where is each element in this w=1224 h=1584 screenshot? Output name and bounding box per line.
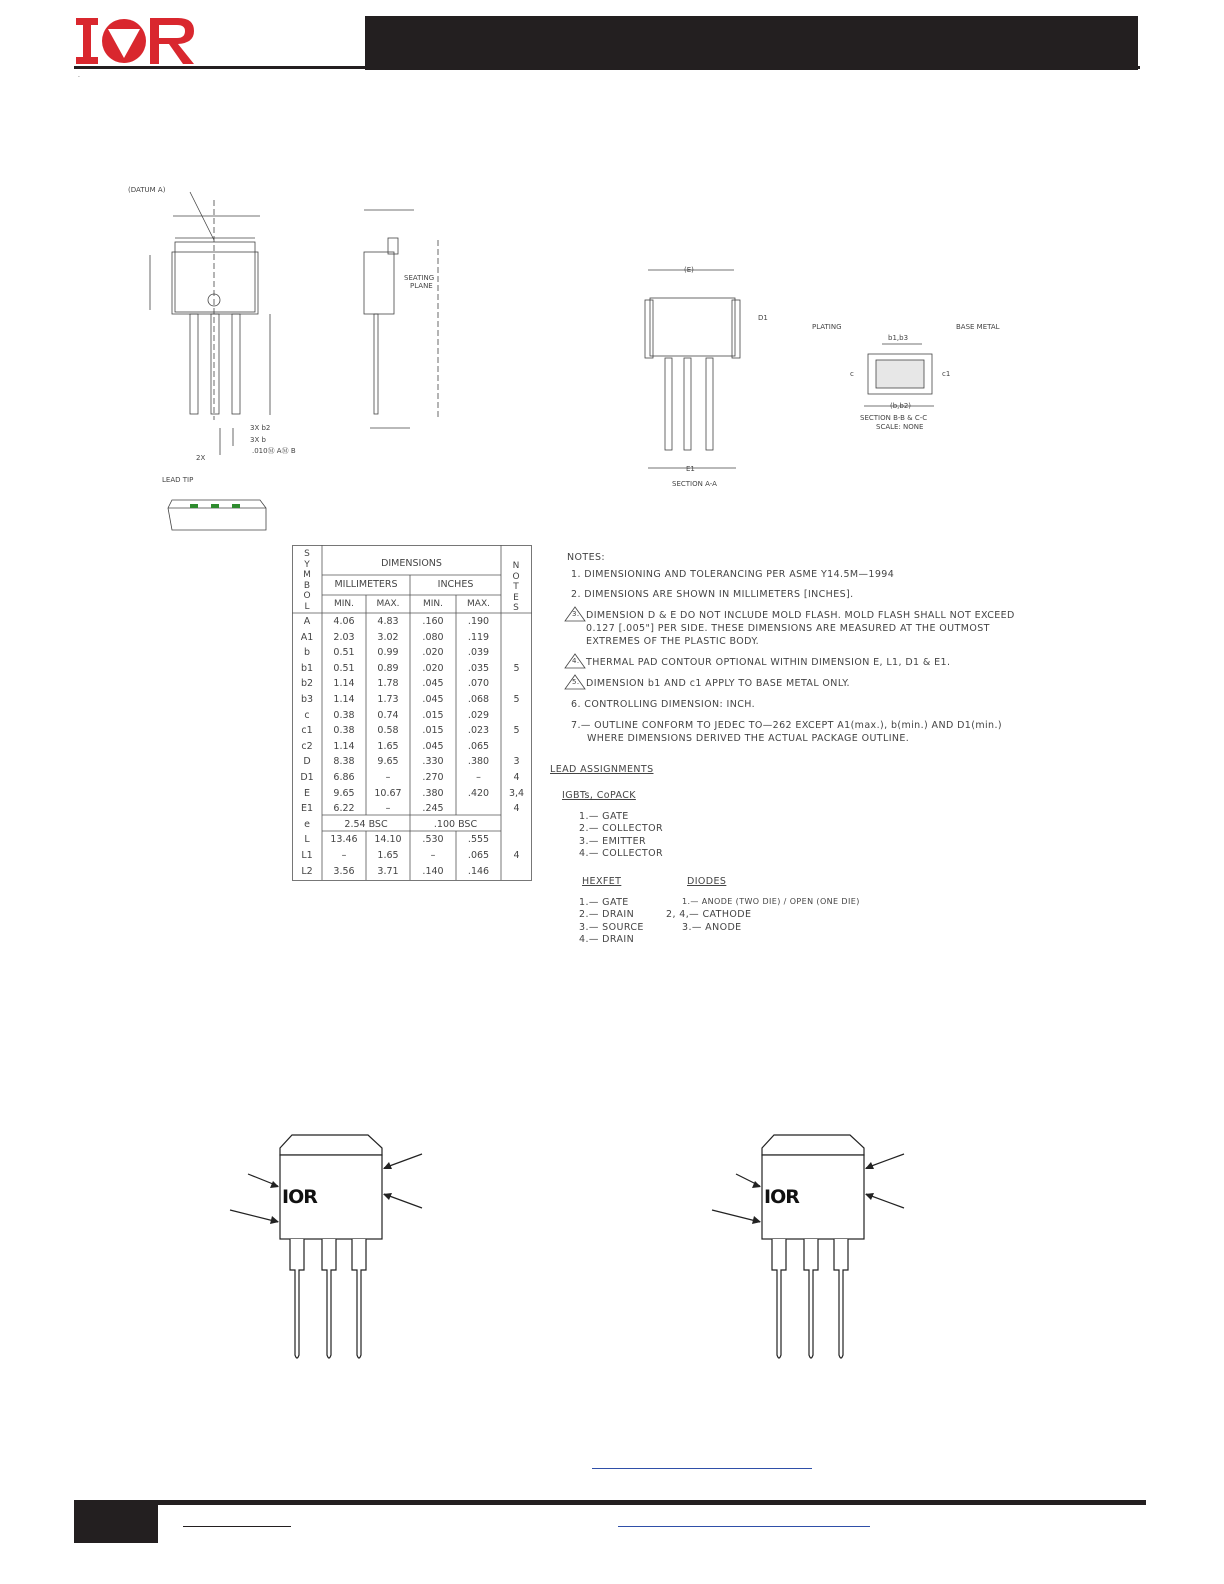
table-cell-7-2: 0.58	[377, 725, 399, 737]
table-cell-16-1: 3.56	[333, 865, 355, 877]
table-cell-8-5	[501, 739, 532, 755]
table-cell-15-4: .065	[467, 850, 490, 861]
igbt-lead-4: 4.— COLLECTOR	[579, 848, 663, 859]
table-cell-3-4: .035	[467, 662, 490, 674]
table-cell-13-1: 2.54 BSC	[344, 818, 388, 830]
marking-logo-left: IOR	[282, 1186, 317, 1208]
table-cell-4-5	[501, 676, 532, 692]
table-cell-15-0: L1	[301, 850, 313, 861]
table-cell-1-4: .119	[467, 631, 490, 643]
c-label: c	[850, 370, 854, 378]
table-cell-5-1: 1.14	[333, 694, 355, 705]
table-cell-11-4: .420	[467, 787, 490, 799]
table-cell-6-2: 0.74	[377, 709, 399, 721]
label-2x: 2X	[196, 454, 206, 462]
dim-e1-label: E1	[686, 465, 695, 473]
table-cell-2-2: 0.99	[377, 647, 399, 659]
scale-label: SCALE: NONE	[876, 423, 924, 431]
table-cell-16-0: L2	[301, 865, 313, 877]
table-cell-3-5: 5	[513, 662, 520, 674]
table-cell-8-0: c2	[301, 740, 313, 752]
ior-logo	[74, 16, 198, 66]
table-cell-7-3: .015	[422, 725, 444, 737]
in-max-header: MAX.	[467, 599, 490, 609]
table-cell-5-2: 1.73	[377, 694, 399, 705]
b1b3-label: b1,b3	[888, 334, 909, 342]
table-cell-2-4: .039	[467, 647, 490, 659]
diode-lead-2: 2, 4,— CATHODE	[666, 909, 752, 920]
in-min-header: MIN.	[422, 599, 443, 609]
header-bar	[365, 16, 1138, 70]
table-cell-12-2: –	[385, 803, 391, 815]
note-5-num: 5.	[572, 678, 580, 686]
lead-assignments-title: LEAD ASSIGNMENTS	[550, 764, 654, 775]
note-3-num: 3.	[572, 610, 580, 618]
logo-text: IOR	[74, 16, 76, 17]
note-3b: 0.127 [.005"] PER SIDE. THESE DIMENSIONS ARE MEASURED AT THE OUTMOST	[586, 623, 990, 634]
table-cell-3-0: b1	[300, 662, 314, 674]
part-marking-right	[708, 1130, 908, 1362]
table-cell-12-0: E1	[300, 803, 314, 815]
table-cell-10-2: –	[385, 772, 391, 783]
diodes-title: DIODES	[687, 876, 727, 887]
in-header: INCHES	[437, 579, 474, 590]
package-drawing	[120, 180, 1040, 540]
table-cell-14-5	[501, 832, 532, 848]
note-5: DIMENSION b1 AND c1 APPLY TO BASE METAL ONLY.	[586, 678, 850, 689]
hexfet-lead-4: 4.— DRAIN	[579, 934, 635, 945]
table-cell-14-2: 14.10	[374, 834, 402, 846]
mm-header: MILLIMETERS	[334, 579, 398, 590]
label-3x-b2: 3X b2	[250, 424, 271, 432]
table-cell-14-3: .530	[422, 834, 444, 846]
table-cell-15-1: –	[341, 850, 347, 861]
table-cell-8-2: 1.65	[377, 740, 399, 752]
table-cell-10-4: –	[476, 772, 481, 783]
note-4: THERMAL PAD CONTOUR OPTIONAL WITHIN DIMENSION E, L1, D1 & E1.	[586, 657, 951, 668]
table-cell-9-0: D	[303, 756, 311, 768]
table-cell-7-1: 0.38	[333, 725, 355, 737]
table-cell-9-4: .380	[467, 756, 490, 768]
table-cell-5-3: .045	[422, 694, 444, 705]
table-cell-1-3: .080	[422, 631, 444, 643]
label-3x-b: 3X b	[250, 436, 266, 444]
table-cell-2-0: b	[303, 647, 311, 659]
table-cell-10-3: .270	[422, 772, 444, 783]
table-cell-12-3: .245	[422, 803, 444, 815]
dim-e-label: (E)	[684, 266, 694, 274]
table-cell-4-3: .045	[422, 678, 444, 690]
section-aa-label: SECTION A-A	[672, 480, 717, 488]
symbol-h-0: S	[304, 549, 310, 559]
note-3c: EXTREMES OF THE PLASTIC BODY.	[586, 636, 760, 647]
dimensions-header: DIMENSIONS	[381, 558, 442, 569]
table-cell-13-5	[501, 817, 532, 833]
igbt-lead-3: 3.— EMITTER	[579, 836, 647, 847]
table-cell-14-0: L	[304, 834, 310, 846]
table-cell-2-5	[501, 645, 532, 661]
table-cell-11-1: 9.65	[333, 787, 355, 799]
notes-h-0: N	[512, 561, 520, 571]
c1-label: c1	[942, 370, 951, 378]
mm-max-header: MAX.	[376, 599, 400, 609]
symbol-h-1: Y	[304, 559, 310, 570]
note-4-num: 4.	[572, 657, 580, 665]
datum-a-label: (DATUM A)	[128, 186, 166, 194]
igbt-lead-1: 1.— GATE	[579, 811, 629, 822]
table-cell-16-3: .140	[422, 865, 444, 877]
table-cell-0-4: .190	[467, 616, 490, 627]
link-underline-1[interactable]	[592, 1468, 812, 1469]
hexfet-lead-3: 3.— SOURCE	[579, 922, 644, 933]
table-cell-0-1: 4.06	[333, 616, 355, 627]
table-cell-3-2: 0.89	[377, 662, 399, 674]
hexfet-lead-2: 2.— DRAIN	[579, 909, 635, 920]
table-cell-13-3: .100 BSC	[433, 818, 478, 830]
marking-logo-right: IOR	[764, 1186, 799, 1208]
table-cell-6-3: .015	[422, 709, 444, 721]
table-cell-12-1: 6.22	[333, 803, 355, 815]
table-cell-1-1: 2.03	[333, 631, 355, 643]
table-cell-0-0: A	[303, 616, 311, 627]
table-cell-15-2: 1.65	[377, 850, 399, 861]
table-cell-5-4: .068	[467, 694, 490, 705]
table-cell-9-3: .330	[422, 756, 444, 768]
table-cell-10-1: 6.86	[333, 772, 355, 783]
table-cell-4-2: 1.78	[377, 678, 399, 690]
hexfet-lead-1: 1.— GATE	[579, 897, 629, 908]
notes-h-1: O	[512, 571, 520, 582]
table-cell-1-0: A1	[300, 631, 314, 643]
notes-h-3: E	[513, 592, 519, 603]
table-cell-10-5: 4	[513, 772, 520, 783]
table-cell-16-2: 3.71	[377, 865, 399, 877]
note-3a: DIMENSION D & E DO NOT INCLUDE MOLD FLASH. MOLD FLASH SHALL NOT EXCEED	[586, 610, 1015, 621]
diode-lead-3: 3.— ANODE	[682, 922, 742, 933]
table-cell-2-3: .020	[422, 647, 444, 659]
table-cell-11-0: E	[303, 787, 310, 799]
table-cell-7-4: .023	[467, 725, 490, 737]
symbol-h-3: B	[303, 580, 311, 591]
table-cell-8-4: .065	[467, 740, 490, 752]
table-cell-9-1: 8.38	[333, 756, 355, 768]
table-cell-1-5	[501, 630, 532, 646]
table-cell-11-3: .380	[422, 787, 444, 799]
mm-min-header: MIN.	[333, 599, 354, 609]
seating-label-2: PLANE	[410, 282, 433, 290]
table-cell-4-4: .070	[467, 678, 490, 690]
notes-h-4: S	[513, 603, 519, 613]
table-cell-12-5: 4	[513, 803, 520, 815]
table-cell-15-5: 4	[513, 850, 520, 861]
symbol-h-4: O	[303, 591, 311, 601]
table-cell-16-4: .146	[467, 865, 490, 877]
footer-bar	[74, 1500, 1146, 1505]
plating-label: PLATING	[812, 323, 842, 331]
header-dot: .	[78, 72, 80, 79]
footer-page-box	[74, 1500, 158, 1543]
base-metal-label: BASE METAL	[956, 323, 1000, 331]
link-underline-2[interactable]	[618, 1526, 870, 1527]
bb2-label: (b,b2)	[890, 402, 912, 410]
note-7b: WHERE DIMENSIONS DERIVED THE ACTUAL PACKAGE OUTLINE.	[587, 733, 910, 744]
section-bb-label: SECTION B-B & C-C	[860, 414, 928, 422]
table-cell-6-5	[501, 708, 532, 724]
igbt-title: IGBTs, CoPACK	[562, 790, 636, 801]
table-cell-2-1: 0.51	[333, 647, 355, 659]
table-cell-13-0: e	[304, 818, 310, 830]
table-cell-7-5: 5	[513, 725, 520, 737]
note-1: 1. DIMENSIONING AND TOLERANCING PER ASME Y14.5M—1994	[571, 569, 895, 580]
table-cell-12-4	[456, 801, 501, 817]
dim-d1-label: D1	[758, 314, 768, 322]
table-cell-0-2: 4.83	[377, 616, 399, 627]
table-cell-5-0: b3	[300, 694, 314, 705]
table-cell-6-1: 0.38	[333, 709, 355, 721]
tolerance-label: .010Ⓜ AⓂ B	[252, 447, 296, 455]
table-cell-16-5	[501, 864, 532, 880]
table-cell-8-3: .045	[422, 740, 444, 752]
table-cell-8-1: 1.14	[333, 740, 355, 752]
table-cell-3-1: 0.51	[333, 662, 355, 674]
table-cell-6-0: c	[304, 709, 310, 721]
table-cell-1-2: 3.02	[377, 631, 399, 643]
igbt-lead-2: 2.— COLLECTOR	[579, 823, 663, 834]
note-2: 2. DIMENSIONS ARE SHOWN IN MILLIMETERS [INCHES].	[571, 589, 854, 600]
symbol-h-5: L	[304, 601, 310, 612]
notes-h-2: T	[513, 582, 519, 592]
table-cell-0-5	[501, 614, 532, 630]
table-cell-5-5: 5	[513, 694, 520, 705]
table-cell-4-0: b2	[300, 678, 314, 690]
table-cell-9-2: 9.65	[377, 756, 399, 768]
seating-label-1: SEATING	[404, 274, 435, 282]
table-cell-14-4: .555	[467, 834, 490, 846]
notes-title: NOTES:	[567, 552, 606, 563]
table-cell-15-3: –	[430, 850, 436, 861]
diode-lead-1: 1.— ANODE (TWO DIE) / OPEN (ONE DIE)	[682, 897, 860, 906]
header-rule	[74, 66, 1140, 69]
hexfet-title: HEXFET	[582, 876, 622, 887]
symbol-h-2: M	[303, 570, 311, 580]
lead-tip-label: LEAD TIP	[162, 476, 194, 484]
table-cell-3-3: .020	[422, 662, 444, 674]
footer-rule-left	[183, 1526, 291, 1527]
table-cell-10-0: D1	[300, 772, 314, 783]
note-7a: 7.— OUTLINE CONFORM TO JEDEC TO—262 EXCEPT A1(max.), b(min.) AND D1(min.)	[571, 720, 1002, 731]
table-cell-11-2: 10.67	[374, 787, 402, 799]
table-cell-11-5: 3,4	[508, 787, 525, 799]
table-cell-4-1: 1.14	[333, 678, 355, 690]
table-cell-14-1: 13.46	[330, 834, 358, 846]
table-cell-0-3: .160	[422, 616, 444, 627]
table-cell-7-0: c1	[301, 725, 313, 737]
table-cell-6-4: .029	[467, 709, 490, 721]
table-cell-9-5: 3	[513, 756, 520, 768]
part-marking-left	[226, 1130, 426, 1362]
note-6: 6. CONTROLLING DIMENSION: INCH.	[571, 699, 756, 710]
